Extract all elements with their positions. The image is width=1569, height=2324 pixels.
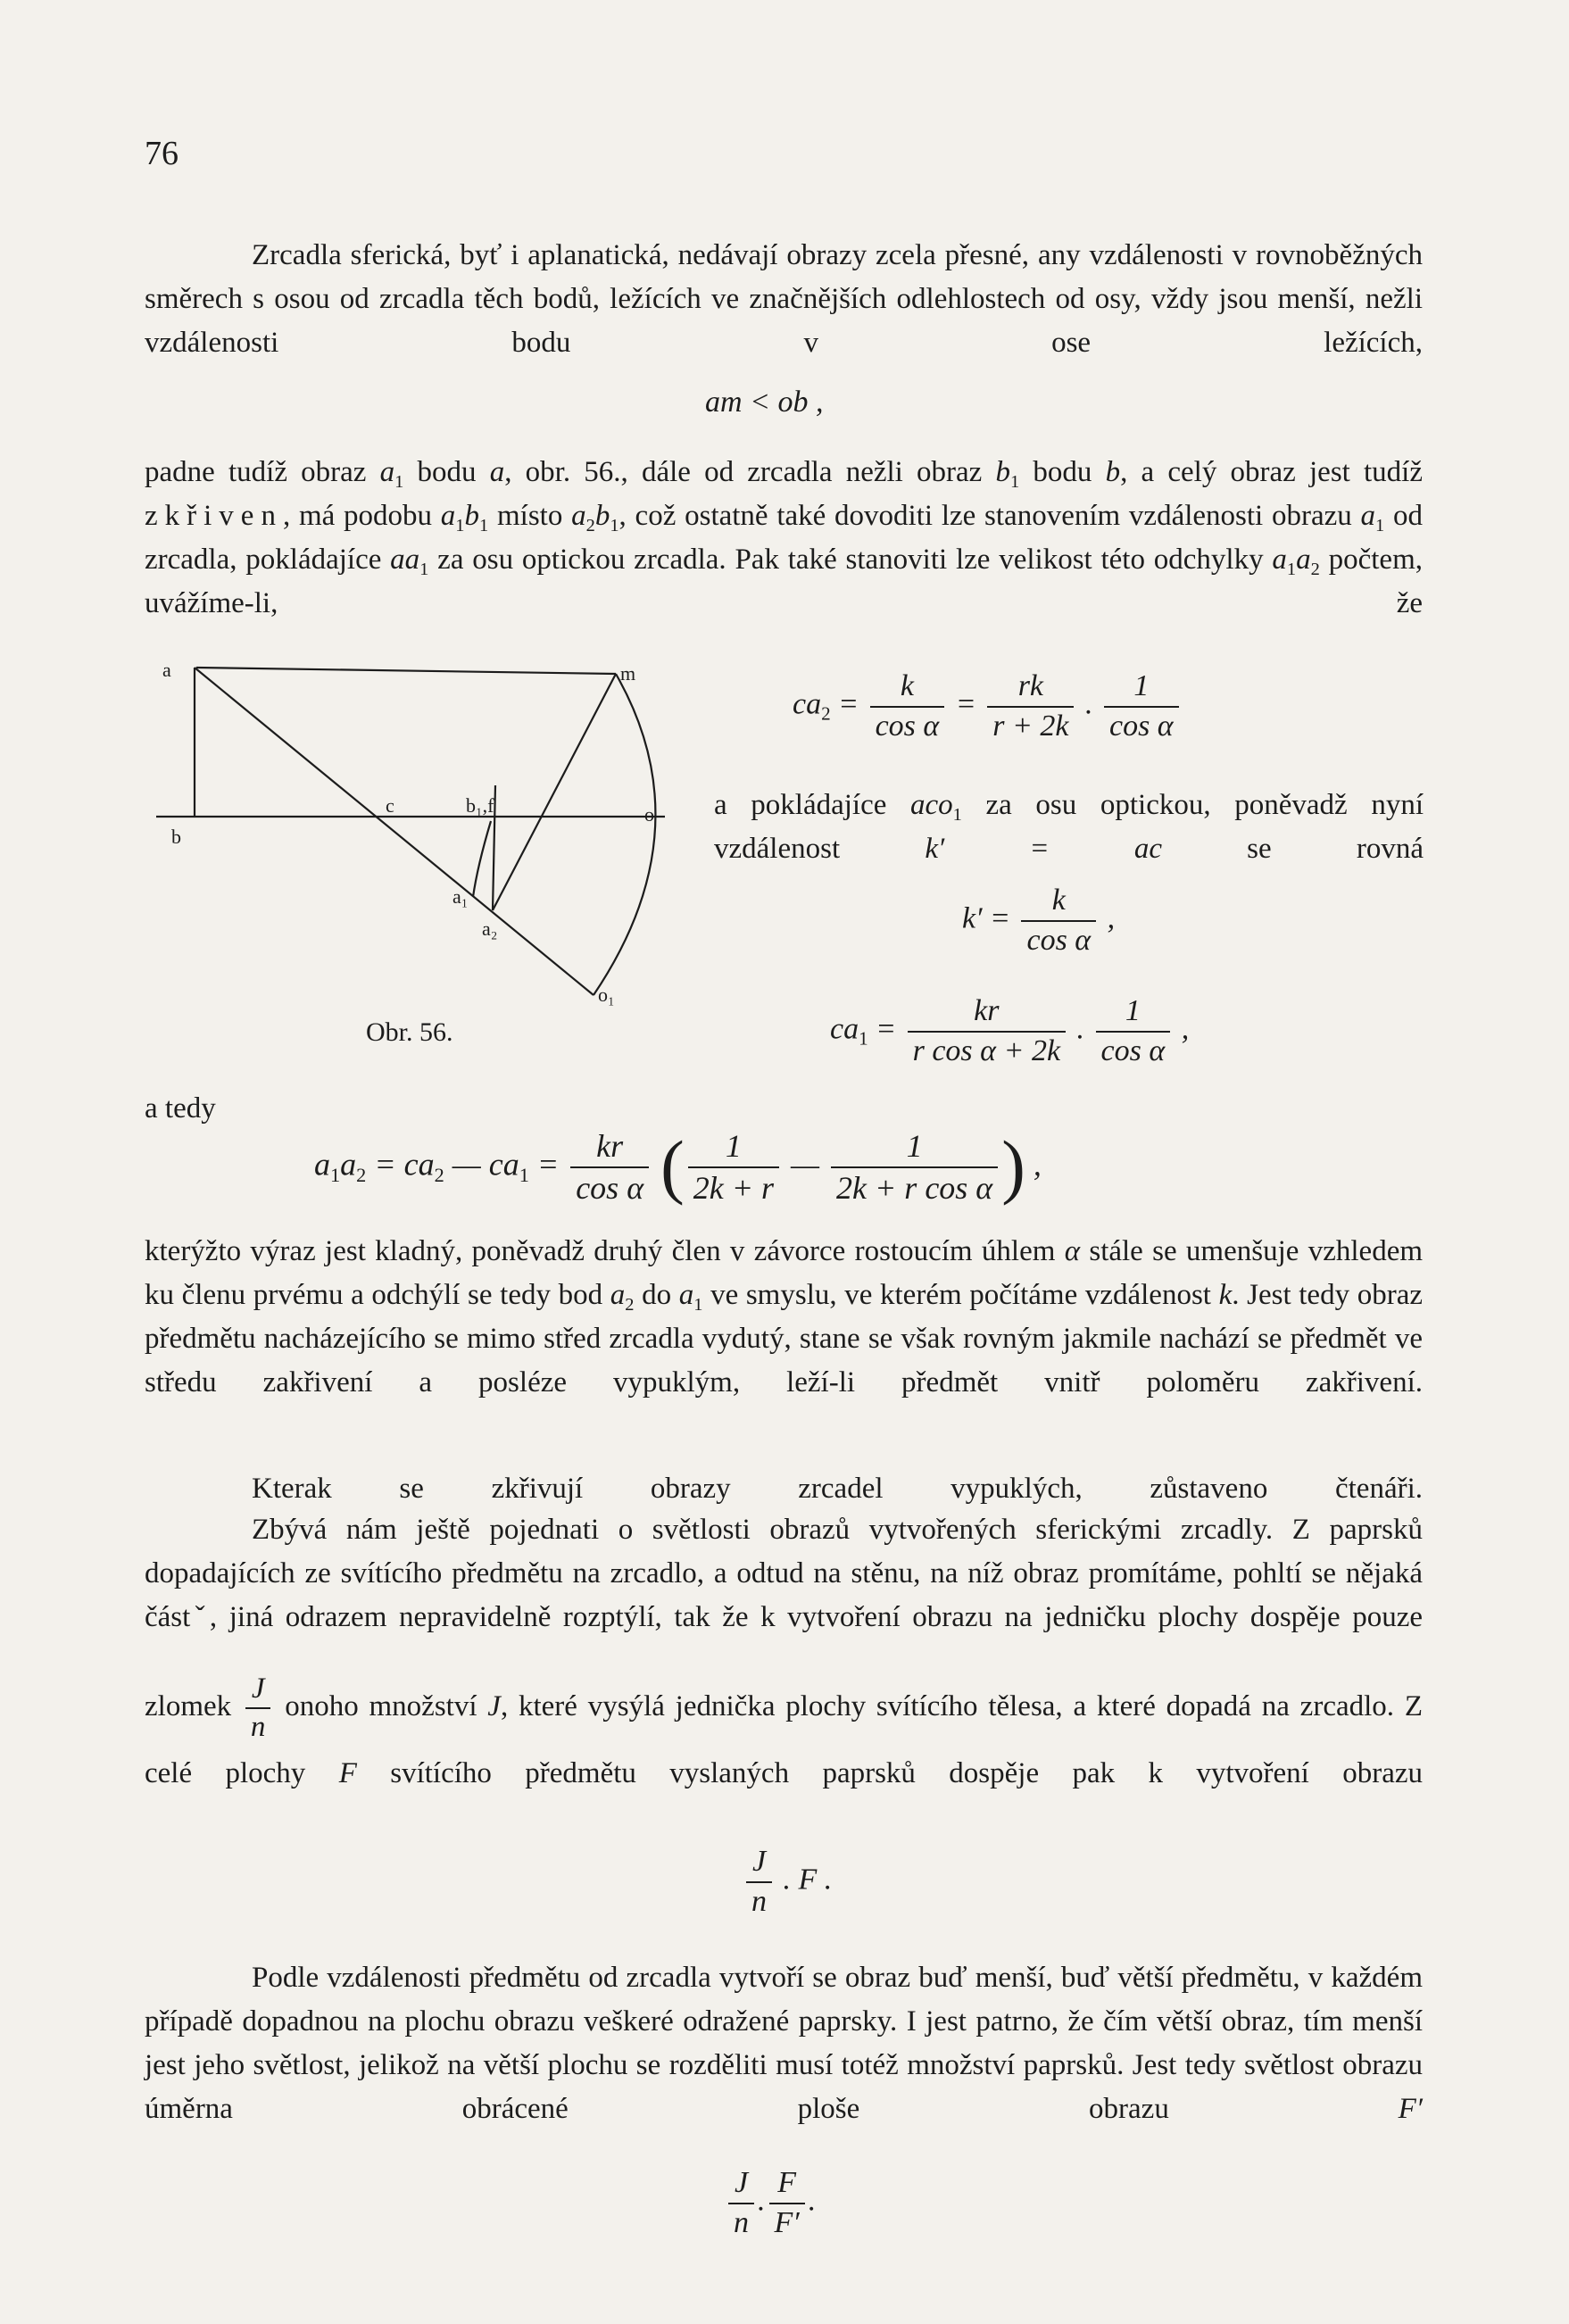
- equation-6: $\frac{J}{n}$ . $\frac{F}{F'}$ .: [725, 2164, 816, 2242]
- paragraph-4: Kterak se zkřivují obrazy zrcadel vypuklých, zůstaveno čtenáři.: [252, 1473, 1423, 1505]
- fig-label-o1: o₁: [598, 984, 615, 1006]
- paragraph-5: Zbývá nám ještě pojednati o světlosti obrazů vytvořených sferickými zrcadly. Z paprsků dopadajících ze svítícího předmětu na zrcadlo, a odtud na stěnu, na níž obraz promítáme, pohltí se nějaká částˇ, jiná odrazem nepravidelně rozptýlí, tak že k vytvoření obrazu na jedničku plochy dospěje pouze: [145, 1514, 1423, 1633]
- fig-image-curve: [473, 821, 491, 897]
- equation-5: $\frac{J}{n}$ . F .: [743, 1843, 832, 1921]
- paragraph-6: zlomek $\frac{J}{n}$ onoho množství J, které vysýlá jednička plochy svítícího tělesa, a které dopadá na zrcadlo. Z celé plochy F svítícího předmětu vyslaných paprsků dospěje pak k vytvoření obrazu: [145, 1672, 1423, 1789]
- fig-label-c: c: [386, 794, 394, 817]
- figure-caption: Obr. 56.: [366, 1017, 453, 1047]
- fig-line-am: [196, 668, 616, 674]
- fig-ray-m-a2: [493, 674, 616, 910]
- fig-label-f: b₁,f: [466, 794, 494, 817]
- fig-label-a: a: [162, 659, 171, 681]
- paragraph-7: Podle vzdálenosti předmětu od zrcadla vytvoří se obraz buď menší, buď větší předmětu, v každém případě dopadnou na plochu obrazu veškeré odražené paprsky. I jest patrno, že čím větší obraz, tím menší jest jeho světlost, jelikož na větší plochu se rozděliti musí totéž množství paprsků. Jest tedy světlost obrazu úměrna obrácené ploše obrazu F′: [145, 1962, 1423, 2125]
- paragraph-1: Zrcadla sferická, byť i aplanatická, nedávají obrazy zcela přesné, any vzdálenosti v rovnoběžných směrech s osou od zrcadla těch bodů, ležících ve značnějších odlehlostech od osy, vždy jsou menší, nežli vzdálenosti bodu v ose ležících,: [145, 239, 1423, 359]
- fig-label-a2: a₂: [482, 917, 498, 940]
- fig-label-b: b: [171, 826, 181, 848]
- equation-1: $ca_2$ = $\frac{k}{\text{cos α}}$ = $\frac{rk}{r + 2k}$ . $\frac{1}{\text{cos α}}$: [793, 668, 1183, 745]
- inequality: am < ob ,: [705, 386, 824, 419]
- paragraph-2: padne tudíž obraz $a_1$ bodu a, obr. 56., dále od zrcadla nežli obraz $b_1$ bodu b, a celý obraz jest tudíž zkřiven, má podobu $a_1b_1$ místo $a_2b_1$, což ostatně také dovoditi lze stanovením vzdálenosti obrazu $a_1$ od zrcadla, pokládajíce $aa_1$ za osu optickou zrcadla. Pak také stanoviti lze velikost této odchylky $a_1a_2$ počtem, uvážíme-li, že: [145, 456, 1423, 619]
- a-tedy: a tedy: [145, 1092, 216, 1125]
- equation-4: $a_1a_2 = ca_2$ — $ca_1$ = $\frac{kr}{\text{cos α}}$ ( $\frac{1}{2k + r}$ — $\frac{1}{\text{2k + r cos α}}$ ) ,: [314, 1127, 1042, 1207]
- fig-label-m: m: [620, 662, 636, 685]
- figure-56: [152, 652, 687, 1026]
- paragraph-right: a pokládajíce aco$_1$ za osu optickou, poněvadž nyní vzdálenost k′ = ac se rovná: [714, 789, 1424, 865]
- paragraph-3: kterýžto výraz jest kladný, poněvadž druhý člen v závorce rostoucím úhlem α stále se umenšuje vzhledem ku členu prvému a odchýlí se tedy bod $a_2$ do $a_1$ ve smyslu, ve kterém počítáme vzdálenost k. Jest tedy obraz předmětu nacházejícího se mimo střed zrcadla vydutý, stane se však rovným jakmile nachází se předmět ve středu zakřivení a posléze vypuklým, leží-li předmět vnitř poloměru zakřivení.: [145, 1235, 1424, 1399]
- fig-label-o: o: [644, 803, 654, 826]
- equation-3: $ca_1$ = $\frac{kr}{\text{r cos α + 2k}}$ . $\frac{1}{\text{cos α}}$ ,: [830, 994, 1190, 1067]
- fig-label-a1: a₁: [452, 885, 469, 908]
- fig-mirror-arc: [594, 674, 655, 995]
- page-number: 76: [145, 135, 178, 172]
- equation-2: k′ = $\frac{k}{\text{cos α}}$ ,: [962, 884, 1116, 957]
